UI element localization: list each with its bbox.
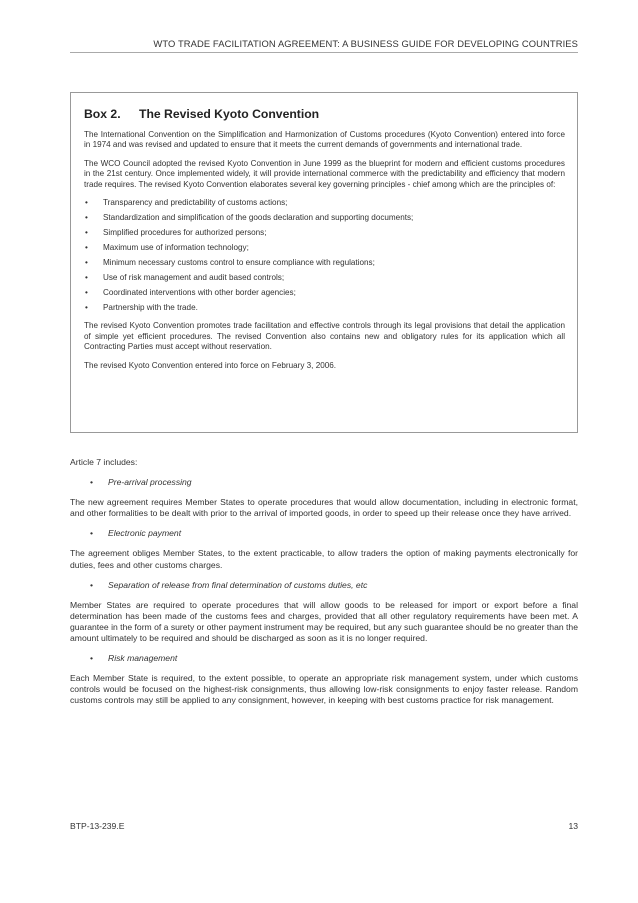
principle-text: Maximum use of information technology; [103, 243, 249, 253]
bullet-icon: • [90, 477, 94, 488]
principles-list [84, 198, 565, 313]
principle-item [84, 303, 565, 313]
section-paragraph: Each Member State is required, to the extent possible, to operate an appropriate risk management system, under which customs controls would be focused on the highest-risk consignments, thus allowing low-risk consignments to enjoy faster release. Random customs controls may still be applied to any consignment, however, in keeping with best customs practice for risk management. [70, 673, 578, 706]
principle-item [84, 288, 565, 298]
bullet-icon: • [90, 579, 94, 590]
box-paragraph-3: The revised Kyoto Convention promotes trade facilitation and effective controls through its legal provisions that detail the application of simple yet efficient procedures. The revised Convention also contains new and obligatory rules for its application which all Contracting Parties must accept without reservation. [84, 321, 565, 352]
article-intro: Article 7 includes: [70, 457, 138, 467]
bullet-icon: • [85, 228, 88, 238]
principle-text: Simplified procedures for authorized persons; [103, 228, 267, 238]
bullet-icon: • [85, 273, 88, 283]
section-paragraph: Member States are required to operate procedures that will allow goods to be released for import or export before a final determination has been made of the customs fees and charges, provided that all other regulatory requirements have been met. A guarantee in the form of a surety or other payment instrument may be required, but any such guarantee should be no greater than the amount ultimately to be required and should be discharged as soon as it is no longer required. [70, 599, 578, 644]
principle-text: Minimum necessary customs control to ensure compliance with regulations; [103, 258, 375, 268]
section-heading-text: Separation of release from final determination of customs duties, etc [108, 579, 368, 590]
document-code: BTP-13-239.E [70, 821, 125, 831]
principle-text: Use of risk management and audit based controls; [103, 273, 285, 283]
page-number: 13 [568, 821, 578, 831]
bullet-icon: • [85, 243, 88, 253]
bullet-icon: • [90, 528, 94, 539]
principle-text: Coordinated interventions with other border agencies; [103, 288, 296, 298]
box-title: The Revised Kyoto Convention [139, 107, 320, 121]
principle-text: Standardization and simplification of the goods declaration and supporting documents; [103, 213, 414, 223]
header-divider [70, 52, 578, 53]
bullet-icon: • [85, 303, 88, 313]
box-paragraph-1: The International Convention on the Simplification and Harmonization of Customs procedures (Kyoto Convention) entered into force in 1974 and was revised and updated to ensure that it meets the current demands of governments and international trade. [84, 130, 565, 150]
box-number: Box 2. [84, 107, 121, 121]
section-heading [70, 477, 578, 488]
bullet-icon: • [85, 258, 88, 268]
bullet-icon: • [85, 198, 88, 208]
box-paragraph-4: The revised Kyoto Convention entered into force on February 3, 2006. [84, 360, 337, 370]
section-heading-text: Risk management [108, 653, 178, 664]
main-body [70, 457, 578, 716]
principle-item [84, 258, 565, 268]
section-heading-text: Pre-arrival processing [108, 477, 192, 488]
bullet-icon: • [90, 653, 94, 664]
section-heading [70, 528, 578, 539]
bullet-icon: • [85, 288, 88, 298]
kyoto-convention-box [70, 92, 578, 433]
principle-item [84, 243, 565, 253]
section-paragraph: The agreement obliges Member States, to the extent practicable, to allow traders the option of making payments electronically for duties, fees and other customs charges. [70, 548, 578, 570]
section-heading [70, 580, 578, 591]
principle-text: Partnership with the trade. [103, 303, 198, 313]
section-heading-text: Electronic payment [108, 528, 182, 539]
box-paragraph-2: The WCO Council adopted the revised Kyoto Convention in June 1999 as the blueprint for modern and efficient customs procedures in the 21st century. Once implemented widely, it will provide international commerce with the predictability and efficiency that modern trade requires. The revised Kyoto Convention elaborates several key governing principles - chief among which are the principles of: [84, 158, 565, 189]
principle-item [84, 273, 565, 283]
principle-item [84, 228, 565, 238]
section-heading [70, 653, 578, 664]
running-header: WTO TRADE FACILITATION AGREEMENT: A BUSINESS GUIDE FOR DEVELOPING COUNTRIES [153, 38, 578, 49]
principle-text: Transparency and predictability of customs actions; [103, 198, 288, 208]
section-paragraph: The new agreement requires Member States to operate procedures that would allow documentation, including in electronic format, and other formalities to be dealt with prior to the arrival of imported goods, in order to speed up their release once they have arrived. [70, 497, 578, 519]
principle-item [84, 213, 565, 223]
bullet-icon: • [85, 213, 88, 223]
box-heading [84, 107, 565, 121]
principle-item [84, 198, 565, 208]
